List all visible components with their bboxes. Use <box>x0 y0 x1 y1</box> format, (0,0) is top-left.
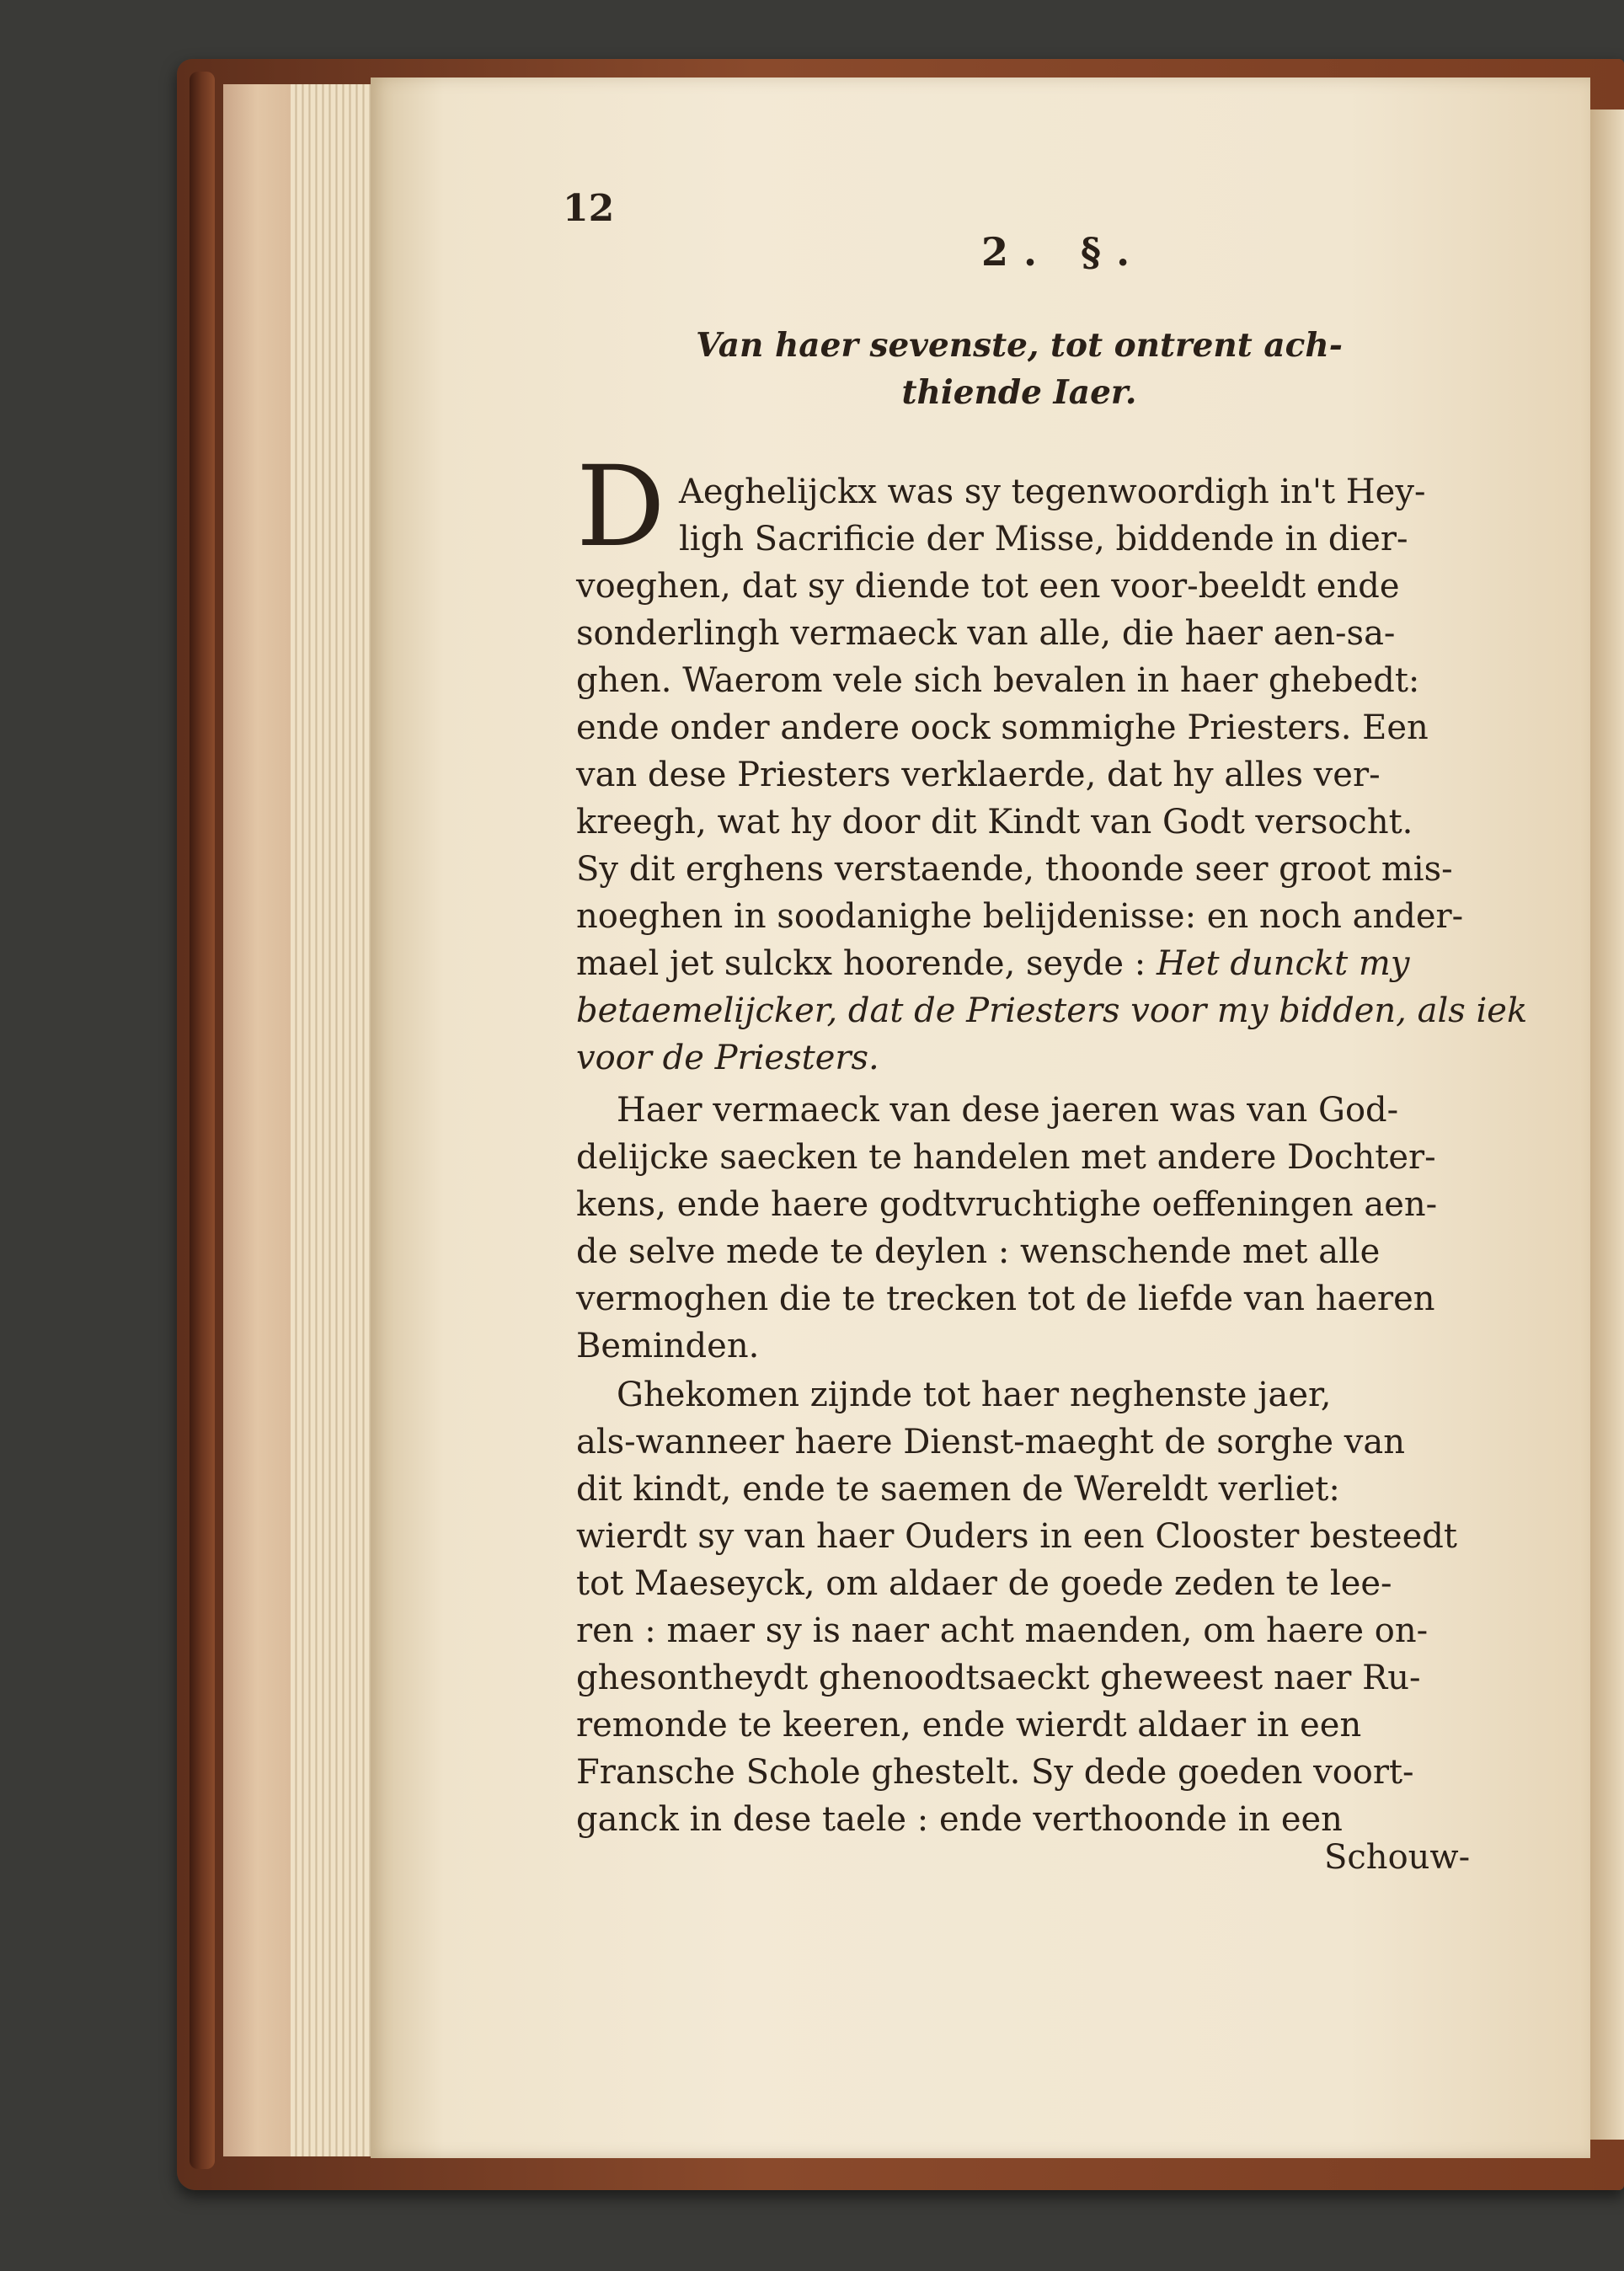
catchword: Schouw- <box>1324 1838 1471 1877</box>
text-line: delijcke saecken te handelen met andere Dochter- <box>576 1138 1436 1177</box>
text-line: ghesontheydt ghenoodtsaeckt gheweest naer Ru- <box>576 1659 1421 1697</box>
text-line <box>576 940 1409 987</box>
text-run: mael jet sulckx hoorende, seyde : <box>576 944 1146 983</box>
text-line: remonde te keeren, ende wierdt aldaer in een <box>576 1706 1362 1745</box>
text-line: kreegh, wat hy door dit Kindt van Godt versocht. <box>576 803 1413 842</box>
text-line: noeghen in soodanighe belijdenisse: en noch ander- <box>576 897 1464 936</box>
text-line: ghen. Waerom vele sich bevalen in haer ghebedt: <box>576 661 1420 700</box>
text-line: dit kindt, ende te saemen de Wereldt verliet: <box>576 1470 1340 1509</box>
text-line: Fransche Schole ghestelt. Sy dede goeden voort- <box>576 1753 1414 1792</box>
text-line: kens, ende haere godtvruchtighe oeffeningen aen- <box>576 1185 1438 1224</box>
text-line: ligh Sacrificie der Misse, biddende in dier- <box>679 520 1408 558</box>
text-line: Sy dit erghens verstaende, thoonde seer groot mis- <box>576 850 1453 889</box>
heading-line-1: Van haer sevenste, tot ontrent ach- <box>696 326 1343 365</box>
text-line: Aeghelijckx was sy tegenwoordigh in't Hey- <box>679 473 1426 511</box>
text-line: Beminden. <box>576 1327 760 1365</box>
section-mark: 2. §. <box>981 229 1146 275</box>
text-line: ende onder andere oock sommighe Priesters. Een <box>576 708 1429 747</box>
drop-cap: D <box>576 442 665 572</box>
text-line: wierdt sy van haer Ouders in een Clooster besteedt <box>576 1517 1457 1556</box>
text-line: als-wanneer haere Dienst-maeght de sorghe van <box>576 1423 1405 1461</box>
text-line: van dese Priesters verklaerde, dat hy alles ver- <box>576 756 1381 794</box>
text-line: ren : maer sy is naer acht maenden, om haere on- <box>576 1611 1429 1650</box>
text-line: vermoghen die te trecken tot de liefde van haeren <box>576 1280 1435 1318</box>
italic-quote: betaemelijcker, dat de Priesters voor my bidden, als iek <box>576 991 1528 1030</box>
text-line: Haer vermaeck van dese jaeren was van God- <box>617 1091 1399 1130</box>
text-line: voeghen, dat sy diende tot een voor-beeldt ende <box>576 567 1400 606</box>
page-number: 12 <box>563 187 615 230</box>
text-line: de selve mede te deylen : wenschende met alle <box>576 1232 1381 1271</box>
italic-quote: voor de Priesters. <box>576 1039 879 1077</box>
heading-line-2: thiende Iaer. <box>901 373 1137 412</box>
text-line: Ghekomen zijnde tot haer neghenste jaer, <box>617 1376 1332 1414</box>
chapter-heading <box>581 322 1457 416</box>
text-line: sonderlingh vermaeck van alle, die haer aen-sa- <box>576 614 1396 653</box>
text-line: ganck in dese taele : ende verthoonde in een <box>576 1800 1343 1839</box>
italic-quote: Het dunckt my <box>1157 944 1410 983</box>
text-line: tot Maeseyck, om aldaer de goede zeden te lee- <box>576 1564 1392 1603</box>
